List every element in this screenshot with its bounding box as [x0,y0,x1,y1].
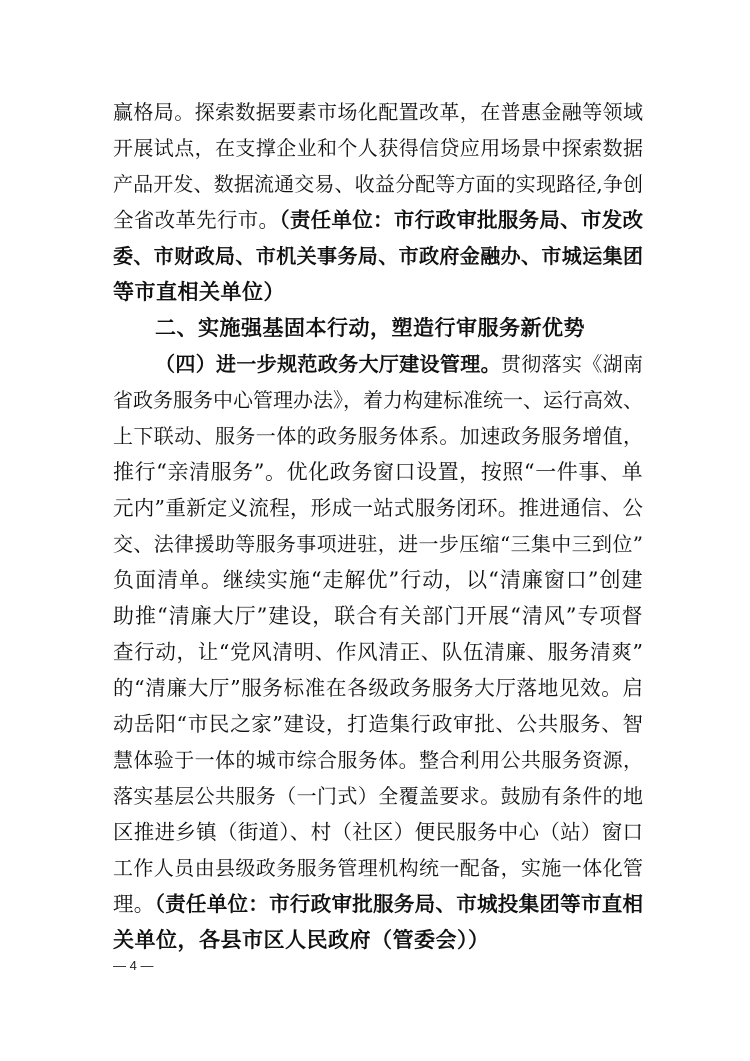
subsection-heading: （四）进一步规范政务大厅建设管理。 [155,352,501,376]
line-segment: 全省改革先行市。 [113,208,280,232]
section-heading-text: 二、实施强基固本行动，塑造行审服务新优势 [155,315,585,340]
text-line [113,382,643,418]
responsible-units-text: （责任单位：市行政审批服务局、市发改 [279,208,644,232]
text-line [113,526,643,562]
responsible-units-text: 委、市财政局、市机关事务局、市政府金融办、市城运集团 [113,244,643,268]
line-segment: 交、法律援助等服务事项进驻，进一步压缩“三集中三到位” [113,532,643,556]
line-segment: 区推进乡镇（街道）、村（社区）便民服务中心（站）窗口 [113,820,643,844]
text-line [113,238,643,274]
line-segment: 的“清廉大厅”服务标准在各级政务服务大厅落地见效。启 [113,676,643,700]
section-heading [113,310,643,346]
text-line [113,922,643,958]
line-segment: 动岳阳“市民之家”建设，打造集行政审批、公共服务、智 [113,712,643,736]
text-line [113,202,643,238]
text-line [113,130,643,166]
body-text [113,94,643,958]
line-segment: 助推“清廉大厅”建设，联合有关部门开展“清风”专项督 [113,604,643,628]
line-segment: 贯彻落实《湖南 [500,352,644,376]
line-segment: 开展试点，在支撑企业和个人获得信贷应用场景中探索数据 [113,136,643,160]
line-segment: 产品开发、数据流通交易、收益分配等方面的实现路径,争创 [113,172,643,196]
text-line [113,814,643,850]
text-line [113,346,643,382]
line-segment: 查行动，让“党风清明、作风清正、队伍清廉、服务清爽” [113,640,643,664]
responsible-units-text: （责任单位：市行政审批服务局、市城投集团等市直相 [154,892,644,916]
line-segment: 上下联动、服务一体的政务服务体系。加速政务服务增值， [113,424,643,448]
line-segment: 赢格局。探索数据要素市场化配置改革，在普惠金融等领域 [113,100,643,124]
responsible-units-text: 关单位，各县市区人民政府（管委会）） [113,927,490,952]
line-segment: 省政务服务中心管理办法》，着力构建标准统一、运行高效、 [113,388,643,412]
text-line [113,778,643,814]
page-number: — 4 — [113,958,154,973]
text-line [113,454,643,490]
line-segment: 慧体验于一体的城市综合服务体。整合利用公共服务资源， [113,748,643,772]
text-line [113,166,643,202]
line-segment: 落实基层公共服务（一门式）全覆盖要求。鼓励有条件的地 [113,784,643,808]
line-segment: 理。 [113,892,155,916]
text-line [113,94,643,130]
line-segment: 负面清单。继续实施“走解优”行动，以“清廉窗口”创建 [113,568,643,592]
line-segment: 工作人员由县级政务服务管理机构统一配备，实施一体化管 [113,856,643,880]
responsible-units-text: 等市直相关单位） [113,279,285,304]
text-line [113,850,643,886]
text-line [113,886,643,922]
text-line [113,634,643,670]
text-line [113,598,643,634]
text-line [113,706,643,742]
text-line [113,562,643,598]
text-line [113,670,643,706]
line-segment: 元内”重新定义流程，形成一站式服务闭环。推进通信、公 [113,496,643,520]
text-line [113,418,643,454]
line-segment: 推行“亲清服务”。优化政务窗口设置，按照“一件事、单 [113,460,643,484]
text-line [113,742,643,778]
text-line [113,274,643,310]
text-line [113,490,643,526]
